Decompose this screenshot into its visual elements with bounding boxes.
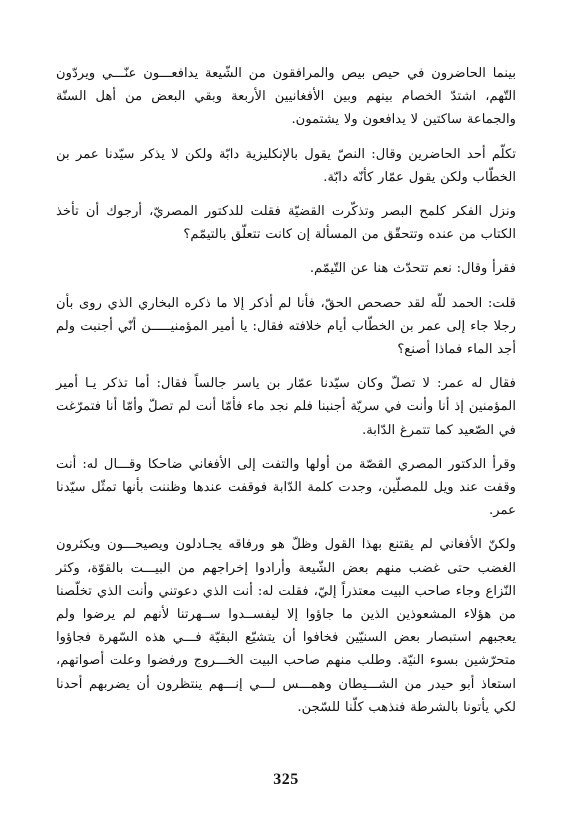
paragraph: بينما الحاضرون في حيص بيص والمرافقون من الشّيعة يدافعـــون عنّـــي ويردّون التّهم، اشتدّ الخصام بينهم وبين الأفغانيين الأربعة وبقي البعض من أهل السنّة والجماعة ساكتين لا يدافعون ولا يشتمون. [56,66,516,128]
paragraph: وقرأ الدكتور المصري القصّة من أولها والتفت إلى الأفغاني ضاحكا وقـــال له: أنت وقفت عند ويل للمصلّين، وجدت كلمة الدّابة فوقفت عندها وظننت بأنها تمثّل سيّدنا عمر. [56,456,516,519]
paragraph: ونزل الفكر كلمح البصر وتذكّرت القضيّة فقلت للدكتور المصريّ، أرجوك أن تأخذ الكتاب من عنده وتتحقّق من المسألة إن كانت تتعلّق بالتيمّم؟ [56,204,516,243]
paragraph: فقرأ وقال: نعم تتحدّث هنا عن التّيمّم. [309,261,516,277]
paragraph: تكلّم أحد الحاضرين وقال: النصّ يقول بالإنكليزية دابّة ولكن لا يذكر سيّدنا عمر بن الخطّاب ولكن يقول عمّار كأنّه دابّة. [56,146,516,185]
page-number: 325 [273,771,299,788]
body-text [56,62,516,730]
paragraph: فقال له عمر: لا تصلّ وكان سيّدنا عمّار بن ياسر جالساً فقال: أما تذكر يـا أمير المؤمنين إذ أنا وأنت في سريّة أجنبنا فلم نجد ماء فأمّا أنت لم تصلّ وأمّا أنا فتمرّغت في الصّعيد كما تتمرغ الدّابة. [56,376,516,438]
paragraph: ولكنّ الأفغاني لم يقتنع بهذا القول وظلّ هو ورفاقه يجـادلون ويصيحـــون ويكثرون الغضب حتى غضب منهم بعض الشّيعة وأرادوا إخراجهم من البيـــت بالقوّة، وكثر النّزاع وجاء صاحب البيت معتذراً إليّ، فقلت له: أنت الذي دعوتني وأنت الذي تخلّصنا من هؤلاء المشعوذين الذين ما جاؤوا إلا ليفســدوا ســهرتنا لأنهم لم يرضوا ولم يعجبهم استبصار بعض السنيّين فخافوا أن يتشيّع البقيّة فـــي هذه السّهرة فجاؤوا متحرّشين بسوء النيّة. وطلب منهم صاحب البيت الخـــروج ورفضوا وعلت أصواتهم، استعاذ أبو حيدر من الشـــيطان وهمـــس لـــي إنـــهم ينتظرون أن يضربهم أحدنا لكي يأتونا بالشرطة فنذهب كلّنا للسّجن. [56,537,516,715]
paragraph: قلت: الحمد للّه لقد حصحص الحقّ، فأنا لم أذكر إلا ما ذكره البخاري الذي روى بأن رجلا جاء إلى عمر بن الخطّاب أيام خلافته فقال: يا أمير المؤمنيـــــن أنّي أجنبت ولم أجد الماء فماذا أصنع؟ [56,295,516,358]
